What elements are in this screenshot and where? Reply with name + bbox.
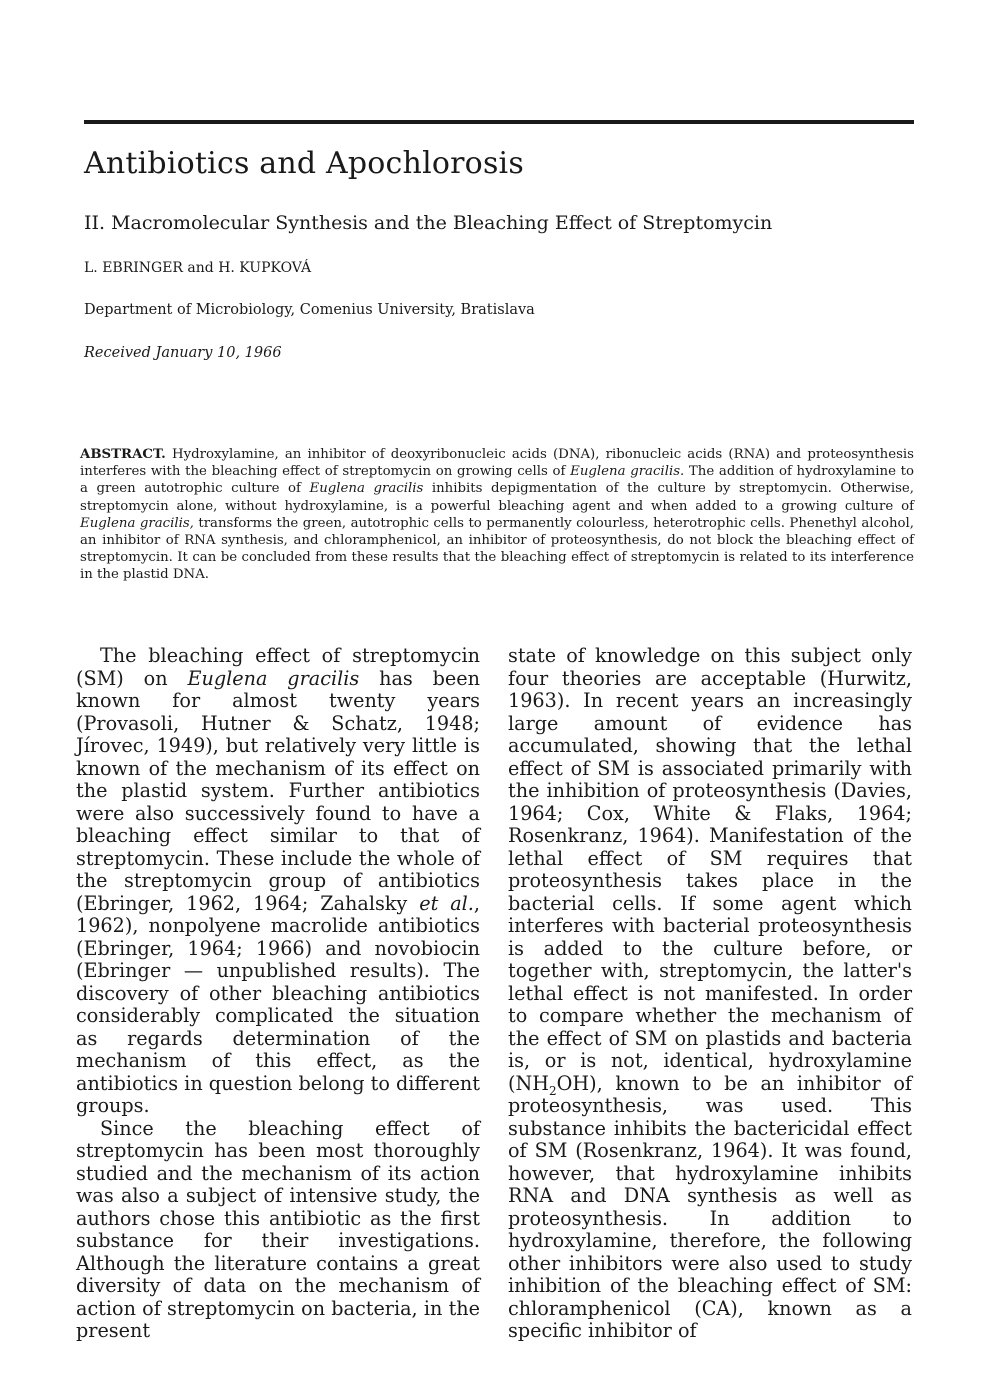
subscript: 2 [549, 1083, 557, 1098]
abstract-text: Hydroxylamine, an inhibitor of deoxyribonucleic acids (DNA), ribonucleic acids (RNA) and proteosynthesis interferes with the bleaching effect of streptomycin on growing cells of [80, 447, 914, 480]
affiliation: Department of Microbiology, Comenius University, Bratislava [84, 302, 535, 318]
paragraph [508, 645, 912, 1343]
species-name: Euglena gracilis [187, 666, 360, 690]
paragraph-text: OH), known to be an inhibitor of proteosynthesis, was used. This substance inhibits the bactericidal effect of SM (Rosenkranz, 1964). It was found, however, that hydroxylamine inhibits RNA and DNA synthesis as well as proteosynthesis. In addition to hydroxylamine, therefore, the following other inhibitors were also used to study inhibition of the bleaching effect of SM: chloramphenicol (CA), known as a specific inhibitor of [508, 1071, 912, 1342]
article-title: Antibiotics and Apochlorosis [84, 146, 524, 181]
received-date: Received January 10, 1966 [84, 345, 282, 361]
body-column-left [76, 645, 480, 1343]
abstract-text: inhibits depigmentation of the culture by streptomycin. Otherwise, streptomycin alone, without hydroxylamine, is a powerful bleaching agent and when added to a growing culture of [80, 481, 915, 514]
abstract [80, 446, 914, 584]
abstract-text: transforms the green, autotrophic cells to permanently colourless, heterotrophic cells. Phenethyl alcohol, an inhibitor of RNA synthesis, and chloramphenicol, an inhibitor of proteosynthesis, do not block the bleaching effect of streptomycin. It can be concluded from these results that the bleaching effect of streptomycin is related to its interference in the plastid DNA. [80, 515, 914, 583]
top-rule [84, 120, 914, 124]
paragraph-text: The bleaching effect of streptomycin (SM) on [76, 644, 480, 690]
article-subtitle: II. Macromolecular Synthesis and the Bleaching Effect of Streptomycin [84, 212, 773, 234]
abstract-text: The addition of hydroxylamine to a green autotrophic culture of [80, 464, 914, 497]
species-name: Euglena gracilis [309, 481, 424, 497]
body-column-right [508, 645, 912, 1343]
paragraph-text: state of knowledge on this subject only four theories are acceptable (Hurwitz, 1963). In recent years an increasingly large amount of evidence has accumulated, showing that the lethal effect of SM is associated primarily with the inhibition of proteosynthesis (Davies, 1964; Cox, White & Flaks, 1964; Rosenkranz, 1964). Manifestation of the lethal effect of SM requires that proteosynthesis takes place in the bacterial cells. If some agent which interferes with bacterial proteosynthesis is added to the culture before, or together with, streptomycin, the latter's lethal effect is not manifested. In order to compare whether the mechanism of the effect of SM on plastids and bacteria is, or is not, identical, hydroxylamine (NH [508, 644, 912, 1095]
species-name: Euglena gracilis. [570, 464, 685, 480]
species-name: Euglena gracilis, [80, 515, 194, 531]
paragraph-text: has been known for almost twenty years (Provasoli, Hutner & Schatz, 1948; Jírovec, 1949), but relatively very little is known of the mechanism of its effect on the plastid system. Further antibiotics were also successively found to have a bleaching effect similar to that of streptomycin. These include the whole of the streptomycin group of antibiotics (Ebringer, 1962, 1964; Zahalsky [76, 666, 480, 915]
paragraph: Since the bleaching effect of streptomycin has been most thoroughly studied and the mechanism of its action was also a subject of intensive study, the authors chose this antibiotic as the first substance for their investigations. Although the literature contains a great diversity of data on the mechanism of action of streptomycin on bacteria, in the present [76, 1116, 480, 1342]
abstract-label: ABSTRACT. [80, 447, 166, 462]
authors: L. EBRINGER and H. KUPKOVÁ [84, 260, 312, 276]
paragraph [76, 645, 480, 1118]
paragraph-text: , 1962), nonpolyene macrolide antibiotics (Ebringer, 1964; 1966) and novobiocin (Ebringer — unpublished results). The discovery of other bleaching antibiotics considerably complicated the situation as regards determination of the mechanism of this effect, as the antibiotics in question belong to different groups. [76, 891, 480, 1117]
et-al: et al. [419, 891, 474, 915]
